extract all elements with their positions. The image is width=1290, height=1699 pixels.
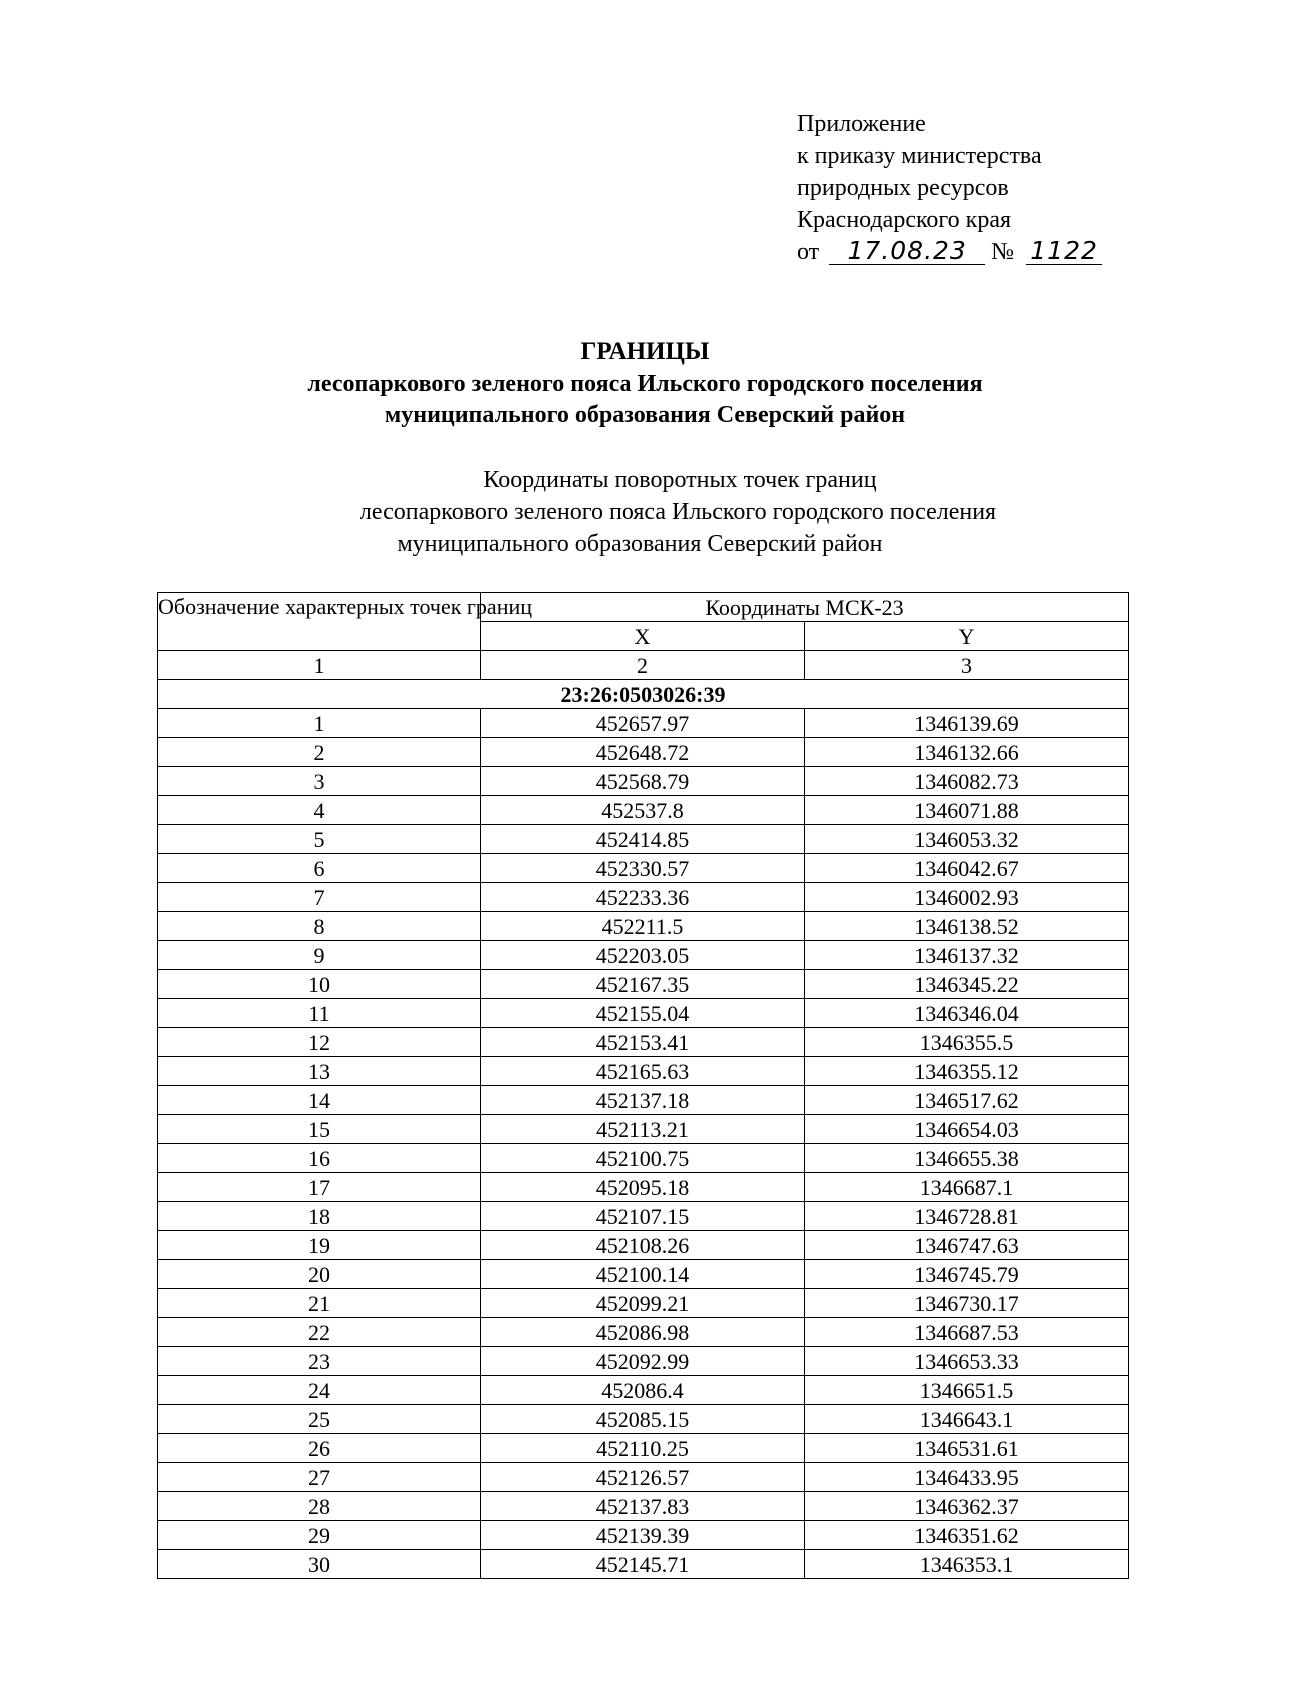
y-coordinate-cell: 1346355.12 bbox=[805, 1057, 1129, 1086]
table-row bbox=[158, 1028, 1129, 1057]
point-number-cell: 1 bbox=[158, 709, 481, 738]
x-coordinate-cell: 452110.25 bbox=[481, 1434, 805, 1463]
table-row bbox=[158, 1144, 1129, 1173]
table-row bbox=[158, 767, 1129, 796]
y-coordinate-cell: 1346433.95 bbox=[805, 1463, 1129, 1492]
x-coordinate-cell: 452537.8 bbox=[481, 796, 805, 825]
y-coordinate-cell: 1346687.1 bbox=[805, 1173, 1129, 1202]
y-coordinate-cell: 1346002.93 bbox=[805, 883, 1129, 912]
coordinates-table bbox=[157, 592, 1129, 1579]
y-coordinate-cell: 1346137.32 bbox=[805, 941, 1129, 970]
table-row bbox=[158, 1231, 1129, 1260]
table-row bbox=[158, 854, 1129, 883]
y-coordinate-cell: 1346531.61 bbox=[805, 1434, 1129, 1463]
table-row bbox=[158, 1202, 1129, 1231]
point-number-cell: 21 bbox=[158, 1289, 481, 1318]
point-number-cell: 29 bbox=[158, 1521, 481, 1550]
handwritten-number: 1122 bbox=[1026, 238, 1102, 265]
point-number-cell: 23 bbox=[158, 1347, 481, 1376]
x-coordinate-cell: 452086.98 bbox=[481, 1318, 805, 1347]
x-coordinate-cell: 452414.85 bbox=[481, 825, 805, 854]
table-row bbox=[158, 1318, 1129, 1347]
point-number-cell: 25 bbox=[158, 1405, 481, 1434]
x-coordinate-cell: 452137.18 bbox=[481, 1086, 805, 1115]
y-coordinate-cell: 1346353.1 bbox=[805, 1550, 1129, 1579]
point-number-cell: 17 bbox=[158, 1173, 481, 1202]
date-prefix: от bbox=[797, 239, 820, 265]
point-number-cell: 12 bbox=[158, 1028, 481, 1057]
y-coordinate-cell: 1346745.79 bbox=[805, 1260, 1129, 1289]
point-number-cell: 3 bbox=[158, 767, 481, 796]
appendix-line: к приказу министерства bbox=[797, 143, 1042, 169]
coordinates-system-header: Координаты МСК-23 bbox=[481, 593, 1129, 622]
point-number-cell: 6 bbox=[158, 854, 481, 883]
y-coordinate-cell: 1346351.62 bbox=[805, 1521, 1129, 1550]
point-number-cell: 10 bbox=[158, 970, 481, 999]
table-row bbox=[158, 1521, 1129, 1550]
y-coordinate-cell: 1346730.17 bbox=[805, 1289, 1129, 1318]
section-row bbox=[158, 680, 1129, 709]
x-coordinate-cell: 452153.41 bbox=[481, 1028, 805, 1057]
appendix-block bbox=[797, 108, 1102, 268]
x-coordinate-cell: 452167.35 bbox=[481, 970, 805, 999]
x-coordinate-cell: 452145.71 bbox=[481, 1550, 805, 1579]
column-number: 1 bbox=[158, 651, 481, 680]
point-number-cell: 14 bbox=[158, 1086, 481, 1115]
number-prefix: № bbox=[991, 239, 1015, 265]
table-row bbox=[158, 738, 1129, 767]
point-number-cell: 28 bbox=[158, 1492, 481, 1521]
y-coordinate-cell: 1346345.22 bbox=[805, 970, 1129, 999]
point-number-cell: 26 bbox=[158, 1434, 481, 1463]
point-number-cell: 2 bbox=[158, 738, 481, 767]
point-number-cell: 30 bbox=[158, 1550, 481, 1579]
table-caption-line: муниципального образования Северский район bbox=[397, 531, 883, 557]
table-row bbox=[158, 1376, 1129, 1405]
table-row bbox=[158, 1289, 1129, 1318]
table-row bbox=[158, 883, 1129, 912]
appendix-line: Краснодарского края bbox=[797, 207, 1012, 233]
table-caption-line: Координаты поворотных точек границ bbox=[483, 467, 877, 493]
y-coordinate-cell: 1346362.37 bbox=[805, 1492, 1129, 1521]
table-row bbox=[158, 1434, 1129, 1463]
point-number-cell: 18 bbox=[158, 1202, 481, 1231]
y-coordinate-cell: 1346042.67 bbox=[805, 854, 1129, 883]
point-number-cell: 22 bbox=[158, 1318, 481, 1347]
y-header: Y bbox=[805, 622, 1129, 651]
x-coordinate-cell: 452108.26 bbox=[481, 1231, 805, 1260]
x-coordinate-cell: 452211.5 bbox=[481, 912, 805, 941]
cadastral-number: 23:26:0503026:39 bbox=[158, 680, 1129, 709]
x-coordinate-cell: 452085.15 bbox=[481, 1405, 805, 1434]
x-coordinate-cell: 452203.05 bbox=[481, 941, 805, 970]
table-row bbox=[158, 999, 1129, 1028]
x-coordinate-cell: 452126.57 bbox=[481, 1463, 805, 1492]
y-coordinate-cell: 1346687.53 bbox=[805, 1318, 1129, 1347]
table-row bbox=[158, 1347, 1129, 1376]
x-coordinate-cell: 452137.83 bbox=[481, 1492, 805, 1521]
table-row bbox=[158, 709, 1129, 738]
y-coordinate-cell: 1346132.66 bbox=[805, 738, 1129, 767]
appendix-line: природных ресурсов bbox=[797, 175, 1009, 201]
y-coordinate-cell: 1346655.38 bbox=[805, 1144, 1129, 1173]
point-designation-header: Обозначение характерных точек границ bbox=[158, 593, 481, 651]
x-coordinate-cell: 452100.14 bbox=[481, 1260, 805, 1289]
table-row bbox=[158, 796, 1129, 825]
point-number-cell: 16 bbox=[158, 1144, 481, 1173]
table-row bbox=[158, 825, 1129, 854]
table-row bbox=[158, 970, 1129, 999]
x-coordinate-cell: 452092.99 bbox=[481, 1347, 805, 1376]
point-number-cell: 27 bbox=[158, 1463, 481, 1492]
point-number-cell: 11 bbox=[158, 999, 481, 1028]
y-coordinate-cell: 1346071.88 bbox=[805, 796, 1129, 825]
point-number-cell: 24 bbox=[158, 1376, 481, 1405]
point-number-cell: 20 bbox=[158, 1260, 481, 1289]
table-row bbox=[158, 1086, 1129, 1115]
appendix-line: Приложение bbox=[797, 111, 926, 137]
y-coordinate-cell: 1346053.32 bbox=[805, 825, 1129, 854]
x-coordinate-cell: 452330.57 bbox=[481, 854, 805, 883]
y-coordinate-cell: 1346517.62 bbox=[805, 1086, 1129, 1115]
table-caption-line: лесопаркового зеленого пояса Ильского городского поселения bbox=[359, 499, 997, 525]
document-title-line: лесопаркового зеленого пояса Ильского городского поселения bbox=[307, 371, 983, 397]
table-row bbox=[158, 1405, 1129, 1434]
point-number-cell: 4 bbox=[158, 796, 481, 825]
y-coordinate-cell: 1346651.5 bbox=[805, 1376, 1129, 1405]
x-coordinate-cell: 452107.15 bbox=[481, 1202, 805, 1231]
y-coordinate-cell: 1346082.73 bbox=[805, 767, 1129, 796]
x-coordinate-cell: 452099.21 bbox=[481, 1289, 805, 1318]
y-coordinate-cell: 1346747.63 bbox=[805, 1231, 1129, 1260]
table-row bbox=[158, 912, 1129, 941]
document-title: ГРАНИЦЫ bbox=[580, 338, 710, 365]
x-coordinate-cell: 452086.4 bbox=[481, 1376, 805, 1405]
point-number-cell: 8 bbox=[158, 912, 481, 941]
column-number: 2 bbox=[481, 651, 805, 680]
y-coordinate-cell: 1346355.5 bbox=[805, 1028, 1129, 1057]
point-number-cell: 7 bbox=[158, 883, 481, 912]
point-number-cell: 13 bbox=[158, 1057, 481, 1086]
table-row bbox=[158, 1173, 1129, 1202]
x-coordinate-cell: 452657.97 bbox=[481, 709, 805, 738]
y-coordinate-cell: 1346139.69 bbox=[805, 709, 1129, 738]
table-row bbox=[158, 1115, 1129, 1144]
document-title-line: муниципального образования Северский район bbox=[384, 402, 906, 428]
column-number: 3 bbox=[805, 651, 1129, 680]
y-coordinate-cell: 1346138.52 bbox=[805, 912, 1129, 941]
table-row bbox=[158, 1492, 1129, 1521]
order-date-number bbox=[797, 236, 1102, 268]
x-coordinate-cell: 452648.72 bbox=[481, 738, 805, 767]
point-number-cell: 15 bbox=[158, 1115, 481, 1144]
x-coordinate-cell: 452139.39 bbox=[481, 1521, 805, 1550]
y-coordinate-cell: 1346653.33 bbox=[805, 1347, 1129, 1376]
x-header: X bbox=[481, 622, 805, 651]
x-coordinate-cell: 452155.04 bbox=[481, 999, 805, 1028]
y-coordinate-cell: 1346728.81 bbox=[805, 1202, 1129, 1231]
x-coordinate-cell: 452233.36 bbox=[481, 883, 805, 912]
y-coordinate-cell: 1346346.04 bbox=[805, 999, 1129, 1028]
point-number-cell: 9 bbox=[158, 941, 481, 970]
point-number-cell: 19 bbox=[158, 1231, 481, 1260]
x-coordinate-cell: 452165.63 bbox=[481, 1057, 805, 1086]
table-row bbox=[158, 1057, 1129, 1086]
column-number-row bbox=[158, 651, 1129, 680]
x-coordinate-cell: 452568.79 bbox=[481, 767, 805, 796]
table-row bbox=[158, 1260, 1129, 1289]
x-coordinate-cell: 452100.75 bbox=[481, 1144, 805, 1173]
x-coordinate-cell: 452113.21 bbox=[481, 1115, 805, 1144]
y-coordinate-cell: 1346654.03 bbox=[805, 1115, 1129, 1144]
x-coordinate-cell: 452095.18 bbox=[481, 1173, 805, 1202]
handwritten-date: 17.08.23 bbox=[829, 238, 985, 265]
table-header-row bbox=[158, 593, 1129, 622]
table-row bbox=[158, 1550, 1129, 1579]
point-number-cell: 5 bbox=[158, 825, 481, 854]
table-row bbox=[158, 1463, 1129, 1492]
y-coordinate-cell: 1346643.1 bbox=[805, 1405, 1129, 1434]
table-row bbox=[158, 941, 1129, 970]
